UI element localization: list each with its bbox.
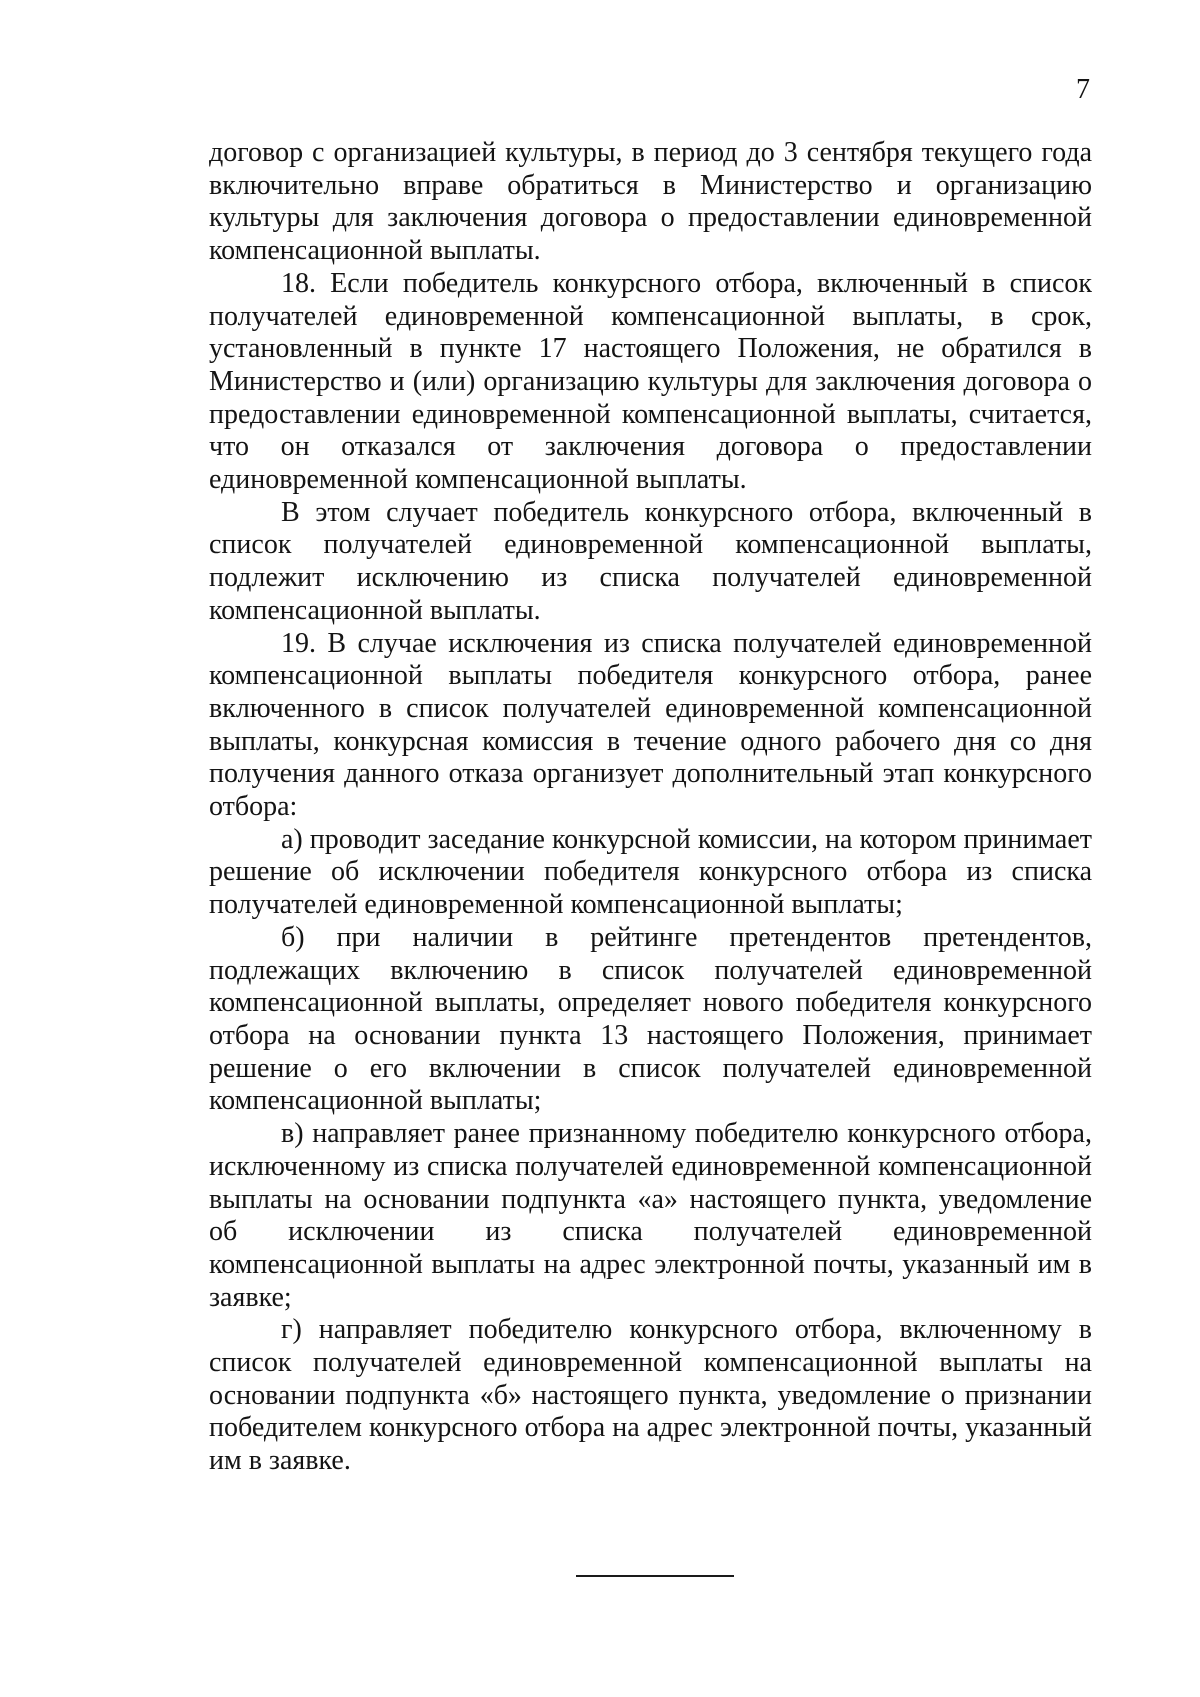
paragraph-item-19-subitem-a: а) проводит заседание конкурсной комиссии, на котором принимает решение об исключении победителя конкурсного отбора из списка получателей единовременной компенсационной выплаты; — [209, 823, 1092, 921]
end-of-document-rule — [576, 1575, 734, 1577]
page-number: 7 — [1076, 74, 1090, 105]
document-body — [209, 137, 1092, 1478]
paragraph-item-18: 18. Если победитель конкурсного отбора, включенный в список получателей единовременной компенсационной выплаты, в срок, установленный в пункте 17 настоящего Положения, не обратился в Министерство и (или) организацию культуры для заключения договора о предоставлении единовременной компенсационной выплаты, считается, что он отказался от заключения договора о предоставлении единовременной компенсационной выплаты. — [209, 267, 1092, 496]
paragraph-item-19-subitem-b: б) при наличии в рейтинге претендентов претендентов, подлежащих включению в список получателей единовременной компенсационной выплаты, определяет нового победителя конкурсного отбора на основании пункта 13 настоящего Положения, принимает решение о его включении в список получателей единовременной компенсационной выплаты; — [209, 921, 1092, 1117]
paragraph-item-19-subitem-v: в) направляет ранее признанному победителю конкурсного отбора, исключенному из списка получателей единовременной компенсационной выплаты на основании подпункта «а» настоящего пункта, уведомление об исключении из списка получателей единовременной компенсационной выплаты на адрес электронной почты, указанный им в заявке; — [209, 1118, 1092, 1313]
paragraph-item-18-continued: В этом случает победитель конкурсного отбора, включенный в список получателей единовременной компенсационной выплаты, подлежит исключению из списка получателей единовременной компенсационной выплаты. — [209, 496, 1092, 626]
paragraph-item-19: 19. В случае исключения из списка получателей единовременной компенсационной выплаты победителя конкурсного отбора, ранее включенного в список получателей единовременной компенсационной выплаты, конкурсная комиссия в течение одного рабочего дня со дня получения данного отказа организует дополнительный этап конкурсного отбора: — [209, 627, 1092, 823]
paragraph-item-19-subitem-g: г) направляет победителю конкурсного отбора, включенному в список получателей единовременной компенсационной выплаты на основании подпункта «б» настоящего пункта, уведомление о признании победителем конкурсного отбора на адрес электронной почты, указанный им в заявке. — [209, 1314, 1092, 1477]
paragraph-continuation: договор с организацией культуры, в период до 3 сентября текущего года включительно вправе обратиться в Министерство и организацию культуры для заключения договора о предоставлении единовременной компенсационной выплаты. — [209, 137, 1092, 267]
